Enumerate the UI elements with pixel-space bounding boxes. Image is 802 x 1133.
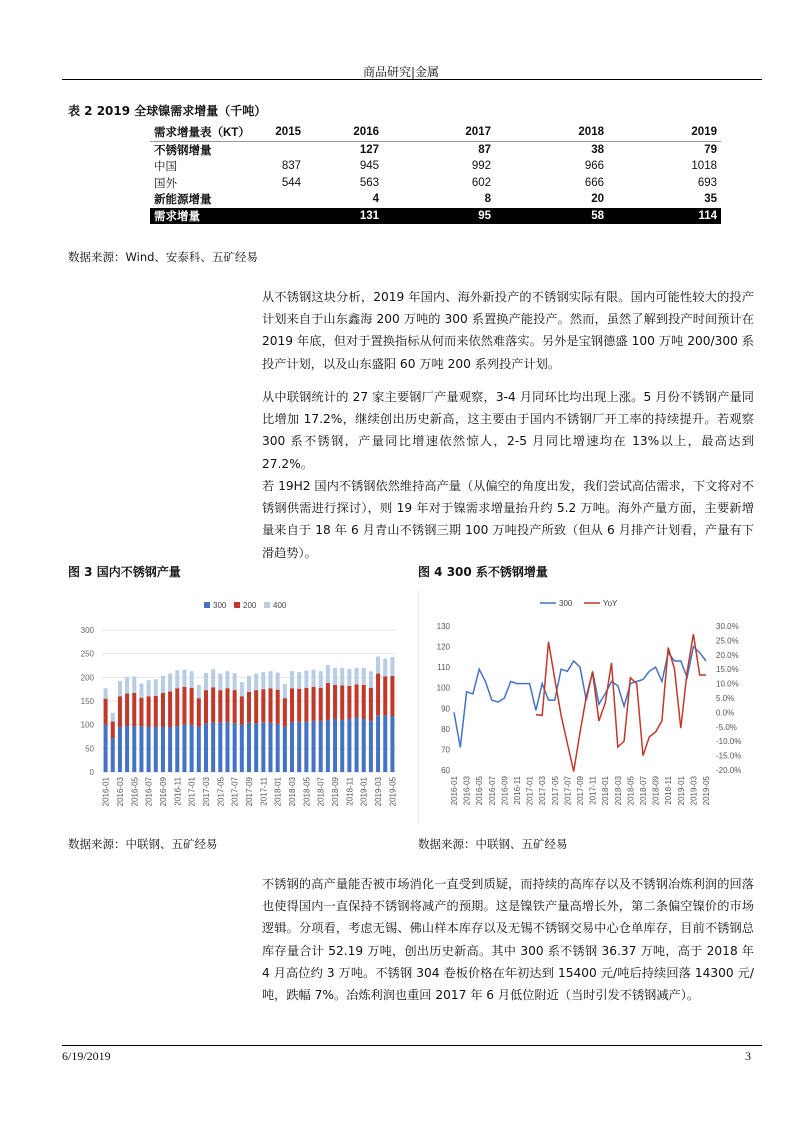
figure4-caption: 图 4 300 系不锈钢增量 [418,565,548,579]
bar-300 [254,723,258,772]
table-source: 数据来源：Wind、安泰科、五矿经易 [68,250,258,264]
y-left-tick-label: 120 [436,642,450,652]
page-header-title: 商品研究|金属 [362,65,440,79]
x-tick-label: 2018-03 [288,777,298,807]
bar-400 [276,673,280,690]
series-line-YoY [536,634,706,771]
table-header-cell: 2017 [383,124,495,141]
bar-200 [362,685,366,719]
header-rule [62,79,762,80]
bar-200 [175,688,179,726]
bar-400 [132,676,136,693]
table-caption: 表 2 2019 全球镍需求增量（千吨） [68,104,267,118]
y-right-tick-label: 20.0% [716,650,739,660]
x-tick-label: 2017-11 [259,777,269,806]
table-cell: 114 [608,208,721,225]
table-cell: 693 [697,176,717,189]
bar-400 [154,679,158,696]
table-cell: 20 [591,193,604,206]
table-cell: 87 [478,143,491,156]
x-tick-label: 2018-11 [345,777,355,806]
bar-400 [269,671,273,688]
bar-300 [240,725,244,772]
y-left-tick-label: 100 [436,683,450,693]
x-tick-label: 2017-09 [576,776,585,806]
bar-200 [269,688,273,723]
y-tick-label: 0 [89,768,94,777]
x-tick-label: 2018-11 [664,776,674,805]
x-tick-label: 2018-05 [302,777,312,807]
bar-200 [118,696,122,727]
bar-300 [161,727,165,772]
y-left-tick-label: 90 [441,704,450,714]
bar-300 [290,722,294,772]
bar-400 [347,669,351,686]
bar-300 [283,727,287,772]
bar-300 [154,727,158,772]
x-tick-label: 2018-05 [626,776,636,806]
table-cell: 8 [484,193,491,206]
bar-300 [297,722,301,772]
bar-200 [340,685,344,720]
table-cell [262,141,305,158]
table-header-cell: 2015 [262,124,305,141]
bar-200 [247,692,251,723]
bar-300 [383,715,387,772]
paragraph-production-stats: 从中联钢统计的 27 家主要钢厂产量观察，3-4 月同环比均出现上涨。5 月份不锈钢产量同比增加 17.2%，继续创出历史新高，这主要由于国内不锈钢厂开工率的持续提升。若观察 300 系不锈钢，产量同比增速依然惊人，2-5 月同比增速均在 13%以上，最高达到 27.2%。 [262,390,754,471]
x-tick-label: 2017-03 [201,777,211,807]
x-tick-label: 2016-09 [500,776,510,806]
table-cell: 602 [471,176,491,189]
x-tick-label: 2016-11 [173,777,183,806]
legend-label-400: 400 [273,601,287,610]
y-tick-label: 100 [80,720,94,730]
x-tick-label: 2017-07 [230,777,240,807]
bar-200 [276,690,280,724]
stainless-output-chart [68,590,408,825]
y-right-tick-label: -15.0% [716,751,742,761]
bar-400 [161,676,165,693]
bar-200 [312,687,316,721]
bar-300 [168,727,172,772]
bar-200 [168,692,172,728]
x-tick-label: 2019-05 [388,777,398,807]
y-tick-label: 300 [80,626,94,635]
bar-200 [333,685,337,719]
bar-400 [355,668,359,685]
bar-400 [254,674,258,691]
bar-200 [261,689,265,722]
table-header-cell: 需求增量表（KT） [150,124,262,141]
bar-300 [326,720,330,772]
bar-400 [312,670,316,687]
bar-200 [125,693,129,725]
bar-400 [283,684,287,698]
bar-200 [347,686,351,719]
table-header-cell: 2018 [495,124,608,141]
legend-label-YoY: YoY [603,599,618,608]
y-left-tick-label: 80 [441,724,450,734]
bar-300 [233,723,237,772]
bar-400 [233,673,237,690]
y-right-tick-label: 25.0% [716,636,739,646]
table-cell: 4 [372,193,379,206]
bar-400 [125,677,129,694]
table-row-label: 不锈钢增量 [154,144,212,157]
y-tick-label: 200 [80,673,94,683]
bar-300 [218,722,222,772]
bar-200 [218,690,222,722]
bar-400 [168,674,172,692]
bar-300 [247,723,251,772]
x-tick-label: 2018-09 [331,777,341,807]
table-cell: 131 [305,208,383,225]
bar-300 [340,720,344,772]
bar-200 [390,676,394,716]
table-cell: 945 [359,160,379,173]
y-right-tick-label: 5.0% [716,694,735,703]
x-tick-label: 2018-07 [639,776,648,806]
bar-400 [376,657,380,674]
legend-label-200: 200 [243,601,257,610]
bar-400 [218,674,222,691]
bar-300 [132,726,136,772]
x-tick-label: 2016-03 [115,777,125,807]
bar-300 [104,725,108,772]
bar-200 [154,696,158,727]
table-row [150,191,721,208]
table-cell: 79 [704,143,717,156]
bar-300 [261,722,265,772]
bar-300 [182,725,186,772]
paragraph-stainless-analysis: 从不锈钢这块分析，2019 年国内、海外新投产的不锈钢实际有限。国内可能性较大的投产计划来自于山东鑫海 200 万吨的 300 系置换产能投产。然而，虽然了解到投产时间预计在 2019 年底，但对于置换指标从何而来依然难落实。另外是宝钢德盛 100 万吨 200/300 系投产计划，以及山东盛阳 60 万吨 200 系列投产计划。 [262,290,754,371]
footer-rule [62,1045,762,1046]
bar-200 [139,698,143,726]
table-header-cell: 2019 [608,124,721,141]
y-right-tick-label: -5.0% [716,722,737,732]
bar-300 [355,718,359,772]
table-row-label: 需求增量 [150,208,262,225]
bar-300 [197,727,201,772]
legend-swatch-400 [264,602,270,608]
table-row [150,158,721,175]
bar-400 [147,680,151,696]
bar-400 [290,671,294,688]
bar-400 [261,672,265,689]
bar-200 [225,688,229,722]
bar-400 [211,669,215,687]
bar-300 [175,726,179,772]
bar-400 [197,685,201,698]
paragraph-inventory: 不锈钢的高产量能否被市场消化一直受到质疑，而持续的高库存以及不锈钢冶炼利润的回落也使得国内一直保持不锈钢将减产的预期。这是镍铁产量高增长外，第二条偏空镍价的市场逻辑。分项看，考虑无锡、佛山样本库存以及无锡不锈钢交易中心仓单库存，目前不锈钢总库存量合计 52.19 万吨，创出历史新高。其中 300 系不锈钢 36.37 万吨，高于 2018 年 4 月高位约 3 万吨。不锈钢 304 卷板价格在年初达到 15400 元/吨后持续回落 14300 元/吨，跌幅 7%。冶炼利润也重回 2017 年 6 月低位附近（当时引发不锈钢减产）。 [262,877,754,1003]
table-cell [262,191,305,208]
bar-300 [269,723,273,772]
table-cell: 38 [591,143,604,156]
bar-400 [104,688,108,698]
x-tick-label: 2019-01 [359,777,369,807]
x-tick-label: 2016-09 [158,777,168,807]
series300-growth-chart [418,590,760,825]
bar-300 [347,719,351,772]
y-tick-label: 150 [80,697,94,706]
table-cell: 544 [281,176,301,189]
bar-300 [333,719,337,772]
bar-200 [111,721,115,738]
y-right-tick-label: 10.0% [716,679,739,689]
table-row [150,208,721,225]
bar-200 [204,690,208,723]
x-tick-label: 2016-01 [101,777,111,807]
table-header-cell: 2016 [305,124,383,141]
y-left-tick-label: 130 [436,622,450,631]
bar-200 [283,698,287,726]
bar-200 [290,688,294,722]
table-cell: 95 [383,208,495,225]
bar-200 [197,698,201,726]
bar-300 [362,719,366,772]
table-row [150,141,721,158]
footer-date: 6/19/2019 [62,1049,111,1063]
bar-300 [211,723,215,772]
figure3-caption: 图 3 国内不锈钢产量 [68,565,181,579]
x-tick-label: 2019-03 [689,776,699,806]
y-left-tick-label: 110 [437,663,450,673]
x-tick-label: 2018-07 [316,777,326,807]
table-cell: 666 [584,176,604,189]
x-tick-label: 2018-01 [273,777,283,807]
bar-200 [369,688,373,721]
bar-300 [369,721,373,772]
bar-300 [125,726,129,772]
table-cell: 837 [281,160,301,173]
x-tick-label: 2017-07 [563,776,573,806]
legend-swatch-300 [204,602,210,608]
bar-400 [340,668,344,686]
bar-200 [240,696,244,724]
bar-200 [297,689,301,722]
x-tick-label: 2017-11 [588,776,598,805]
table-cell: 58 [495,208,608,225]
bar-400 [118,681,122,696]
legend-swatch-200 [234,602,240,608]
bar-400 [297,672,301,689]
bar-200 [182,687,186,725]
bar-400 [225,671,229,688]
x-tick-label: 2018-09 [651,776,661,806]
demand-table [150,124,721,224]
bar-400 [383,658,387,676]
table-header-row [150,124,721,141]
bar-300 [312,721,316,772]
y-right-tick-label: -20.0% [716,766,742,775]
legend-label-300: 300 [559,599,573,608]
x-tick-label: 2017-05 [550,776,560,806]
x-tick-label: 2018-01 [601,776,611,806]
table-cell: 35 [704,193,717,206]
table-row-label: 国外 [154,177,177,190]
x-tick-label: 2017-09 [245,777,254,807]
bar-400 [204,673,208,690]
table-row-label: 中国 [154,161,177,174]
bar-300 [225,722,229,772]
table-row-label: 新能源增量 [154,194,212,207]
y-right-tick-label: -10.0% [716,737,742,747]
figure3-source: 数据来源：中联钢、五矿经易 [68,837,218,851]
bar-300 [376,715,380,772]
bar-200 [147,696,151,727]
y-right-tick-label: 15.0% [716,665,739,675]
x-tick-label: 2019-01 [676,776,686,806]
x-tick-label: 2019-03 [374,777,384,807]
bar-300 [319,721,323,772]
x-tick-label: 2016-01 [450,776,459,806]
x-tick-label: 2019-05 [702,776,711,806]
bar-300 [118,727,122,772]
bar-300 [190,725,194,772]
bar-400 [247,676,251,692]
bar-300 [276,724,280,772]
table-cell: 966 [584,160,604,173]
bar-400 [390,657,394,676]
bar-400 [240,682,244,696]
table-cell: 992 [471,160,491,173]
bar-200 [319,688,323,721]
table-cell: 1018 [691,160,717,173]
paragraph-demand-estimate: 若 19H2 国内不锈钢依然维持高产量（从偏空的角度出发，我们尝试高估需求，下文将对不锈钢供需进行探讨），则 19 年对于镍需求增量抬升约 5.2 万吨。海外产量方面，主要新增量来自于 18 年 6 月青山不锈钢三期 100 万吨投产所致（但从 6 月排产计划看，产量有下滑趋势）。 [262,479,754,560]
bar-200 [211,687,215,723]
bar-200 [304,688,308,722]
bar-400 [111,713,115,722]
x-tick-label: 2016-07 [144,777,154,807]
table-cell [262,208,305,225]
bar-400 [190,671,194,688]
table-cell: 563 [359,176,379,189]
bar-200 [326,683,330,720]
bar-400 [182,670,186,687]
y-left-tick-label: 60 [441,766,450,775]
bar-200 [132,693,136,726]
bar-400 [326,665,330,683]
x-tick-label: 2017-05 [216,777,226,807]
bar-200 [104,699,108,725]
bar-200 [254,690,258,723]
x-tick-label: 2018-03 [613,776,623,806]
demand-table-wrapper [150,124,721,224]
x-tick-label: 2017-01 [525,776,535,806]
bar-300 [147,727,151,772]
bar-200 [383,676,387,715]
bar-300 [111,738,115,772]
x-tick-label: 2017-03 [538,776,548,806]
bar-400 [333,668,337,685]
bar-200 [161,693,165,727]
x-tick-label: 2016-11 [513,776,522,805]
bar-300 [139,726,143,772]
y-right-tick-label: 30.0% [716,622,739,631]
bar-200 [355,684,359,717]
y-left-tick-label: 70 [441,745,450,755]
bar-400 [304,671,308,688]
x-tick-label: 2016-07 [487,776,497,806]
figure4-source: 数据来源：中联钢、五矿经易 [418,837,568,851]
bar-300 [390,716,394,772]
bar-400 [369,671,373,688]
legend-label-300: 300 [213,601,227,610]
bar-300 [304,722,308,772]
x-tick-label: 2016-03 [462,776,472,806]
bar-400 [362,668,366,685]
bar-200 [376,674,380,716]
x-tick-label: 2017-01 [187,777,197,807]
x-tick-label: 2016-05 [130,777,140,807]
bar-200 [190,688,194,725]
y-right-tick-label: 0.0% [716,708,735,718]
bar-400 [175,670,179,688]
bar-200 [233,690,237,723]
table-cell: 127 [359,143,379,156]
y-tick-label: 50 [85,744,94,754]
bar-400 [139,683,143,697]
y-tick-label: 250 [80,649,94,659]
bar-300 [204,723,208,772]
page-number: 3 [745,1049,751,1063]
bar-400 [319,671,323,688]
x-tick-label: 2016-05 [475,776,485,806]
table-row [150,175,721,192]
